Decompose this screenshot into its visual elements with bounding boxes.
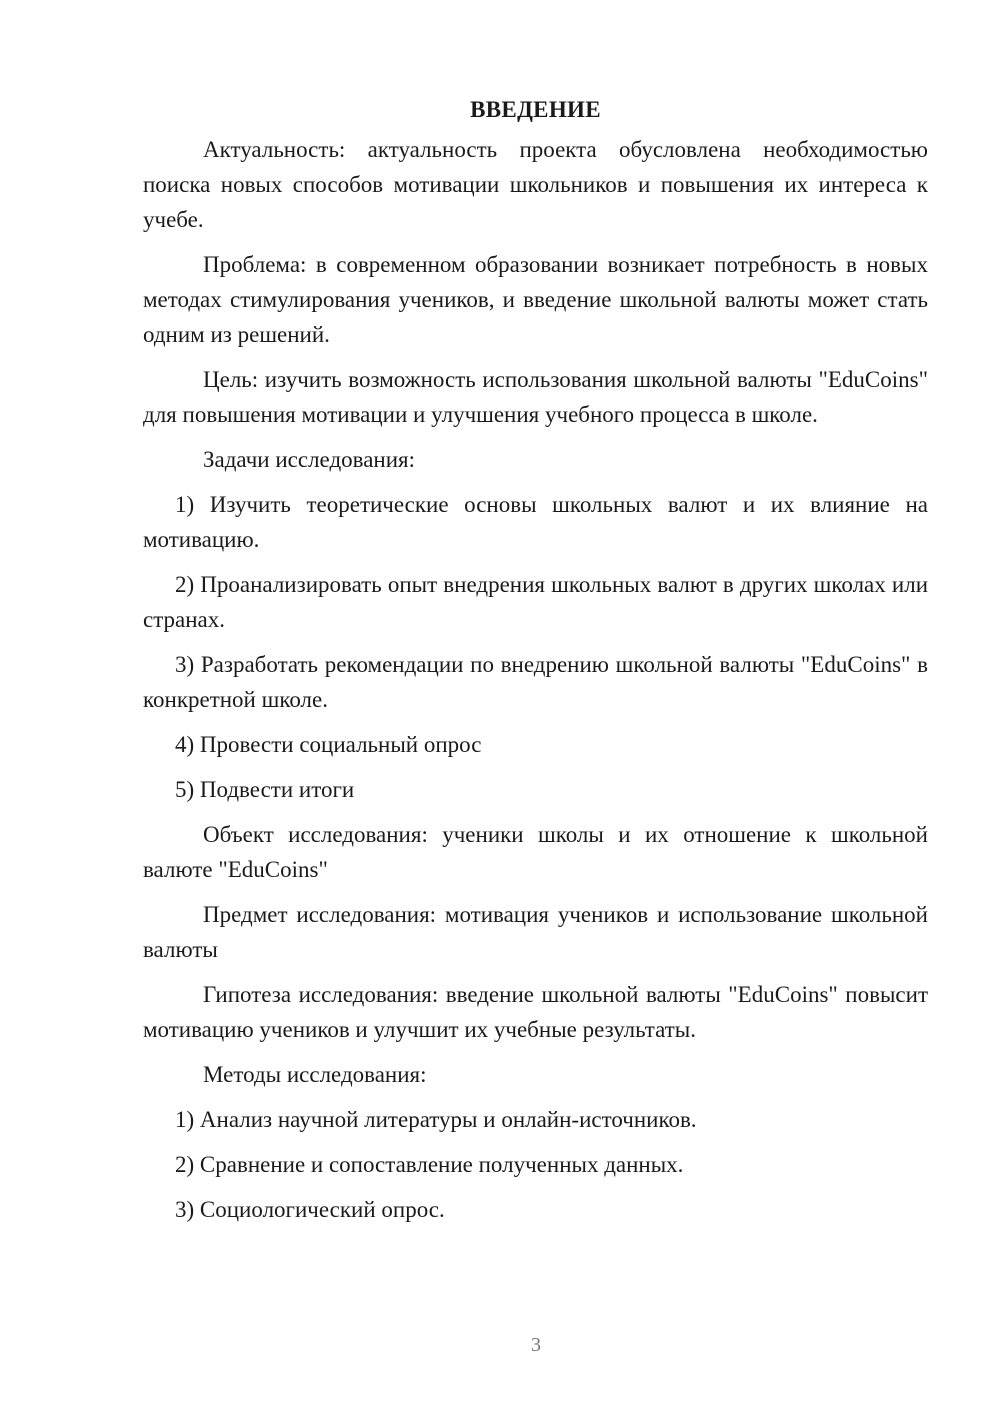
method-item: 3) Социологический опрос. — [175, 1197, 445, 1222]
page-content — [143, 92, 928, 1237]
task-item: 3) Разработать рекомендации по внедрению школьной валюты "EduCoins" в конкретной школе. — [143, 652, 928, 712]
paragraph-object: Объект исследования: ученики школы и их отношение к школьной валюте "EduCoins" — [143, 822, 928, 882]
task-item: 2) Проанализировать опыт внедрения школьных валют в других школах или странах. — [143, 572, 928, 632]
methods-heading: Методы исследования: — [203, 1062, 427, 1087]
page-number: 3 — [531, 1334, 541, 1356]
method-item: 2) Сравнение и сопоставление полученных данных. — [175, 1152, 684, 1177]
paragraph-subject: Предмет исследования: мотивация учеников и использование школьной валюты — [143, 902, 928, 962]
paragraph-hypothesis: Гипотеза исследования: введение школьной валюты "EduCoins" повысит мотивацию учеников и улучшит их учебные результаты. — [143, 982, 928, 1042]
task-item: 4) Провести социальный опрос — [175, 732, 482, 757]
section-title: ВВЕДЕНИЕ — [470, 97, 601, 122]
tasks-heading: Задачи исследования: — [203, 447, 416, 472]
paragraph-problem: Проблема: в современном образовании возникает потребность в новых методах стимулирования учеников, и введение школьной валюты может стать одним из решений. — [143, 252, 928, 347]
paragraph-relevance: Актуальность: актуальность проекта обусловлена необходимостью поиска новых способов мотивации школьников и повышения их интереса к учебе. — [143, 137, 928, 232]
task-item: 1) Изучить теоретические основы школьных валют и их влияние на мотивацию. — [143, 492, 928, 552]
method-item: 1) Анализ научной литературы и онлайн-источников. — [175, 1107, 697, 1132]
task-item: 5) Подвести итоги — [175, 777, 355, 802]
paragraph-goal: Цель: изучить возможность использования школьной валюты "EduCoins" для повышения мотивации и улучшения учебного процесса в школе. — [143, 367, 928, 427]
